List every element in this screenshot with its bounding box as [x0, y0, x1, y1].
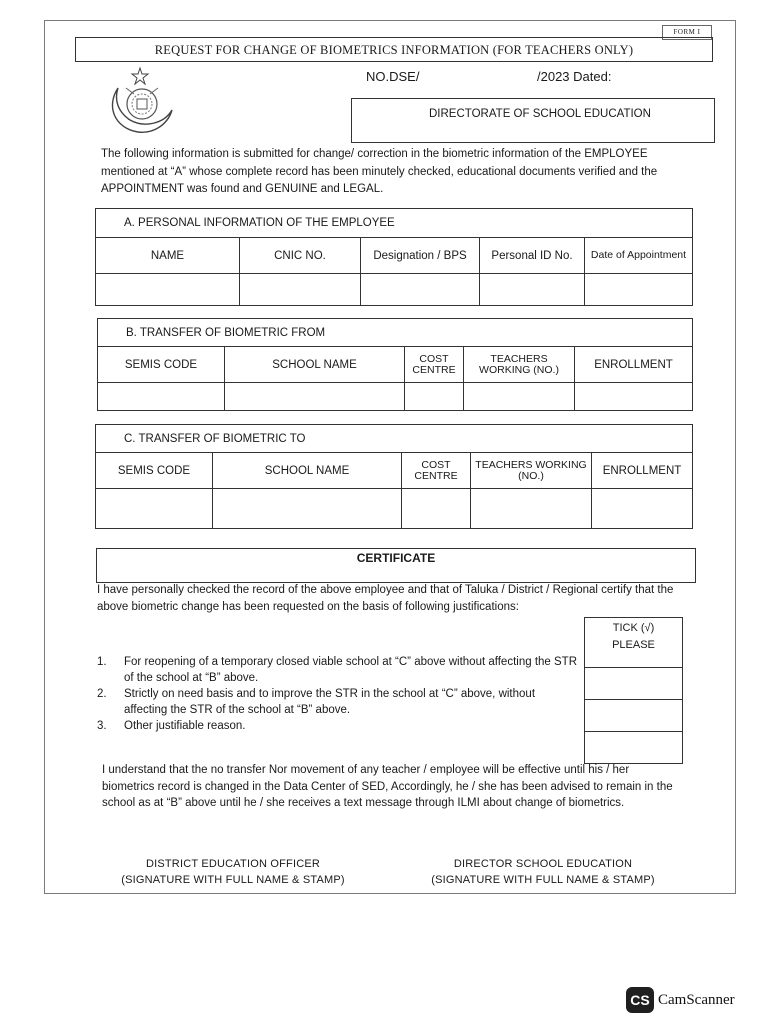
input-cell[interactable] [96, 489, 213, 529]
understanding-paragraph: I understand that the no transfer Nor movement of any teacher / employee will be effective until his / her biometrics record is changed in the Data Center of SED, Accordingly, he / she has been advised to remain in the school as at “B” above until he / she receives a text message through ILMI about change of biometrics. [102, 764, 673, 809]
signature-block-deo [108, 856, 358, 888]
section-c-heading: C. TRANSFER OF BIOMETRIC TO [96, 425, 693, 453]
tick-box-2[interactable] [585, 700, 682, 732]
list-number: 3. [97, 720, 107, 732]
column-header: Personal ID No. [480, 238, 585, 274]
list-text: Strictly on need basis and to improve the STR in the school at “C” above, without affecting the STR of the school at “B” above. [124, 688, 536, 716]
camscanner-label: CamScanner [658, 992, 735, 1008]
certificate-text: I have personally checked the record of the above employee and that of Taluka / District / Regional certify that the above biometric change has been requested on the basis of following justifications: [97, 584, 674, 613]
input-cell[interactable] [96, 274, 240, 306]
input-cell[interactable] [471, 489, 592, 529]
tick-label: TICK (√) [612, 622, 655, 634]
input-cell[interactable] [213, 489, 402, 529]
reference-number: NO.DSE/ [366, 69, 420, 84]
section-a-table [95, 208, 693, 306]
tick-header [585, 618, 682, 668]
list-item [97, 686, 577, 718]
input-cell[interactable] [98, 383, 225, 411]
column-header: SEMIS CODE [98, 347, 225, 383]
signature-block-director [418, 856, 668, 888]
section-b-heading: B. TRANSFER OF BIOMETRIC FROM [98, 319, 693, 347]
input-cell[interactable] [240, 274, 361, 306]
input-cell[interactable] [405, 383, 464, 411]
list-item [97, 718, 577, 734]
input-cell[interactable] [361, 274, 480, 306]
section-c-table [95, 424, 693, 529]
column-header: COST CENTRE [405, 347, 464, 383]
justification-list [97, 654, 577, 734]
input-cell[interactable] [402, 489, 471, 529]
list-number: 1. [97, 656, 107, 668]
directorate-label: DIRECTORATE OF SCHOOL EDUCATION [429, 108, 651, 120]
column-header: ENROLLMENT [575, 347, 693, 383]
column-header: TEACHERS WORKING (NO.) [464, 347, 575, 383]
column-header: SCHOOL NAME [213, 453, 402, 489]
section-a-heading: A. PERSONAL INFORMATION OF THE EMPLOYEE [96, 209, 693, 238]
column-header: NAME [96, 238, 240, 274]
input-cell[interactable] [575, 383, 693, 411]
certificate-heading: CERTIFICATE [356, 551, 436, 565]
list-item [97, 654, 577, 686]
column-header: SEMIS CODE [96, 453, 213, 489]
signature-note: (SIGNATURE WITH FULL NAME & STAMP) [431, 874, 655, 886]
column-header: ENROLLMENT [592, 453, 693, 489]
column-header: Designation / BPS [361, 238, 480, 274]
list-text: For reopening of a temporary closed viable school at “C” above without affecting the STR of the school at “B” above. [124, 656, 577, 684]
section-b-table [97, 318, 693, 411]
tick-label-please: PLEASE [612, 639, 655, 651]
signature-title: DISTRICT EDUCATION OFFICER [145, 858, 321, 870]
tick-box-1[interactable] [585, 668, 682, 700]
input-cell[interactable] [585, 274, 693, 306]
certificate-box [96, 548, 696, 583]
column-header: COST CENTRE [402, 453, 471, 489]
intro-paragraph: The following information is submitted for change/ correction in the biometric information of the EMPLOYEE mentioned at “A” whose complete record has been minutely checked, educational documents verified and the APPOINTMENT was found and GENUINE and LEGAL. [101, 148, 658, 195]
form-tag: FORM I [662, 25, 712, 40]
list-text: Other justifiable reason. [124, 720, 246, 732]
input-cell[interactable] [592, 489, 693, 529]
tick-column [584, 617, 683, 764]
input-cell[interactable] [464, 383, 575, 411]
tick-box-3[interactable] [585, 732, 682, 763]
column-header: CNIC NO. [240, 238, 361, 274]
directorate-box [351, 98, 715, 143]
column-header: Date of Appointment [585, 238, 693, 274]
government-seal-icon [104, 66, 176, 136]
signature-note: (SIGNATURE WITH FULL NAME & STAMP) [121, 874, 345, 886]
camscanner-logo-icon: CS [626, 987, 654, 1013]
signature-title: DIRECTOR SCHOOL EDUCATION [453, 858, 633, 870]
form-title: REQUEST FOR CHANGE OF BIOMETRICS INFORMATION (FOR TEACHERS ONLY) [75, 37, 713, 62]
input-cell[interactable] [480, 274, 585, 306]
column-header: TEACHERS WORKING (NO.) [471, 453, 592, 489]
input-cell[interactable] [225, 383, 405, 411]
reference-date: /2023 Dated: [537, 69, 612, 84]
column-header: SCHOOL NAME [225, 347, 405, 383]
list-number: 2. [97, 688, 107, 700]
